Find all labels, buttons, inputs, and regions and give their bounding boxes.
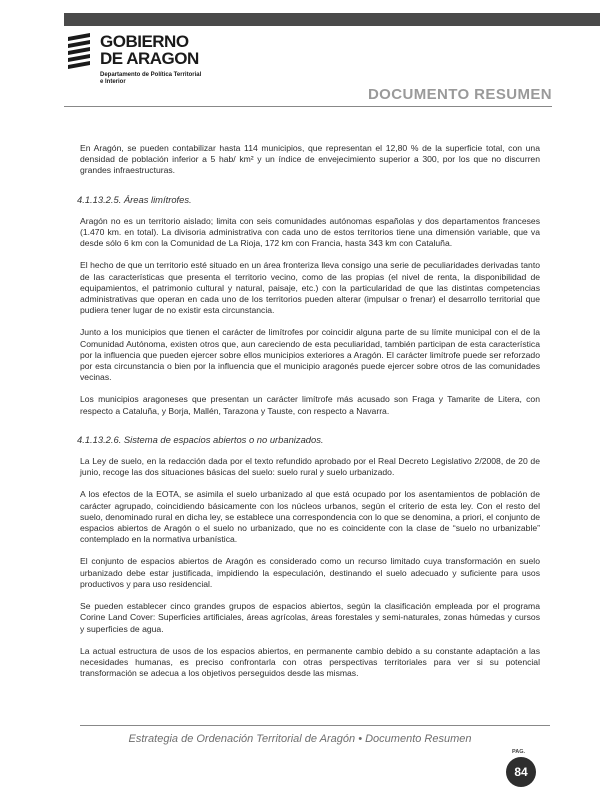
paragraph: Junto a los municipios que tienen el carácter de limítrofes por coincidir alguna parte de su límite municipal con el de la Comunidad Autónoma, existen otros que, aun careciendo de esta peculiaridad, también participan de esta característica por la influencia que pueden ejercer sobre ellos municipios exteriores a Aragón. El carácter limítrofe puede ser reforzado por esta circunstancia o bien por la influencia que el municipio aragonés puede ejercer sobre otros de las comunidades vecinas. [80, 327, 540, 383]
paragraph: Los municipios aragoneses que presentan un carácter limítrofe más acusado son Fraga y Tamarite de Litera, con respecto a Cataluña, y Borja, Mallén, Tarazona y Tauste, con respecto a Navarra. [80, 394, 540, 416]
logo-title-line1: GOBIERNO [100, 32, 189, 51]
logo-department-line1: Departamento de Política Territorial [100, 72, 202, 78]
paragraph: La actual estructura de usos de los espacios abiertos, en permanente cambio debido a su constante adaptación a las necesidades humanas, es preciso confrontarla con otras perspectivas territoriales para ver si su potencial transformación se adecua a los objetivos perseguidos desde las mismas. [80, 645, 540, 679]
paragraph: Aragón no es un territorio aislado; limita con seis comunidades autónomas españolas y dos departamentos franceses (1.470 km. en total). La divisoria administrativa con cada uno de estos territorios tiene una dimensión variable, que va desde sólo 6 km con la Comunidad de La Rioja, 172 km con Francia, hasta 343 km con Cataluña. [80, 215, 540, 249]
paragraph: La Ley de suelo, en la redacción dada por el texto refundido aprobado por el Real Decreto Legislativo 2/2008, de 20 de junio, recoge las dos situaciones básicas del suelo: suelo rural y suelo urbanizado. [80, 456, 540, 478]
aragon-emblem-icon [66, 33, 96, 69]
paragraph: El hecho de que un territorio esté situado en un área fronteriza lleva consigo una serie de peculiaridades derivadas tanto de las características que presenta el territorio vecino, como de las propias (el nivel de renta, la disponibilidad de equipamientos, el patrimonio cultural y natural, paisaje, etc.) con la particularidad de que las distintas competencias administrativas que operan en cada uno de los territorios pueden alterar (impulsar o frenar) el desarrollo territorial que pudiera tener lugar de no existir esta circunstancia. [80, 260, 540, 316]
footer-title: Estrategia de Ordenación Territorial de Aragón • Documento Resumen [128, 733, 472, 745]
section-heading: 4.1.13.2.5. Áreas limítrofes. [77, 193, 192, 205]
page-label: PAG. [512, 749, 526, 755]
paragraph: En Aragón, se pueden contabilizar hasta 114 municipios, que representan el 12,80 % de la superficie total, con una densidad de población inferior a 5 hab/ km² y un índice de envejecimiento superior a 300, por los que no discurren grandes infraestructuras. [80, 143, 540, 176]
section-heading: 4.1.13.2.6. Sistema de espacios abiertos o no urbanizados. [77, 433, 324, 445]
footer-divider [80, 725, 550, 726]
main-content [77, 143, 540, 690]
gobierno-aragon-logo [66, 33, 236, 95]
page-number-badge: 84 [506, 757, 536, 787]
paragraph: A los efectos de la EOTA, se asimila el suelo urbanizado al que está ocupado por los asentamientos de población de carácter agrupado, coincidiendo básicamente con los núcleos urbanos, según el criterio de esta ley. Con el resto del suelo, denominado rural en dicha ley, se establece una correspondencia con lo que se denomina, a priori, el conjunto de espacios abiertos de Aragón o el suelo no urbanizado, que no es coincidente con la clase de “suelo no urbanizable” contemplado en la normativa urbanística. [80, 489, 540, 545]
header-divider [64, 106, 552, 107]
paragraph: Se pueden establecer cinco grandes grupos de espacios abiertos, según la clasificación empleada por el programa Corine Land Cover: Superficies artificiales, áreas agrícolas, áreas forestales y semi-naturales, zonas húmedas y cursos y superficies de agua. [80, 601, 540, 634]
logo-title-line2: DE ARAGON [100, 49, 199, 68]
paragraph: El conjunto de espacios abiertos de Aragón es considerado como un recurso limitado cuya transformación en suelo urbanizado debe estar justificada, impidiendo la especulación, destinando el suelo adecuado y suficiente para usos productivos y para uso residencial. [80, 556, 540, 589]
document-label: DOCUMENTO RESUMEN [367, 86, 552, 103]
top-bar [64, 13, 600, 26]
logo-department-line2: e Interior [100, 79, 126, 85]
